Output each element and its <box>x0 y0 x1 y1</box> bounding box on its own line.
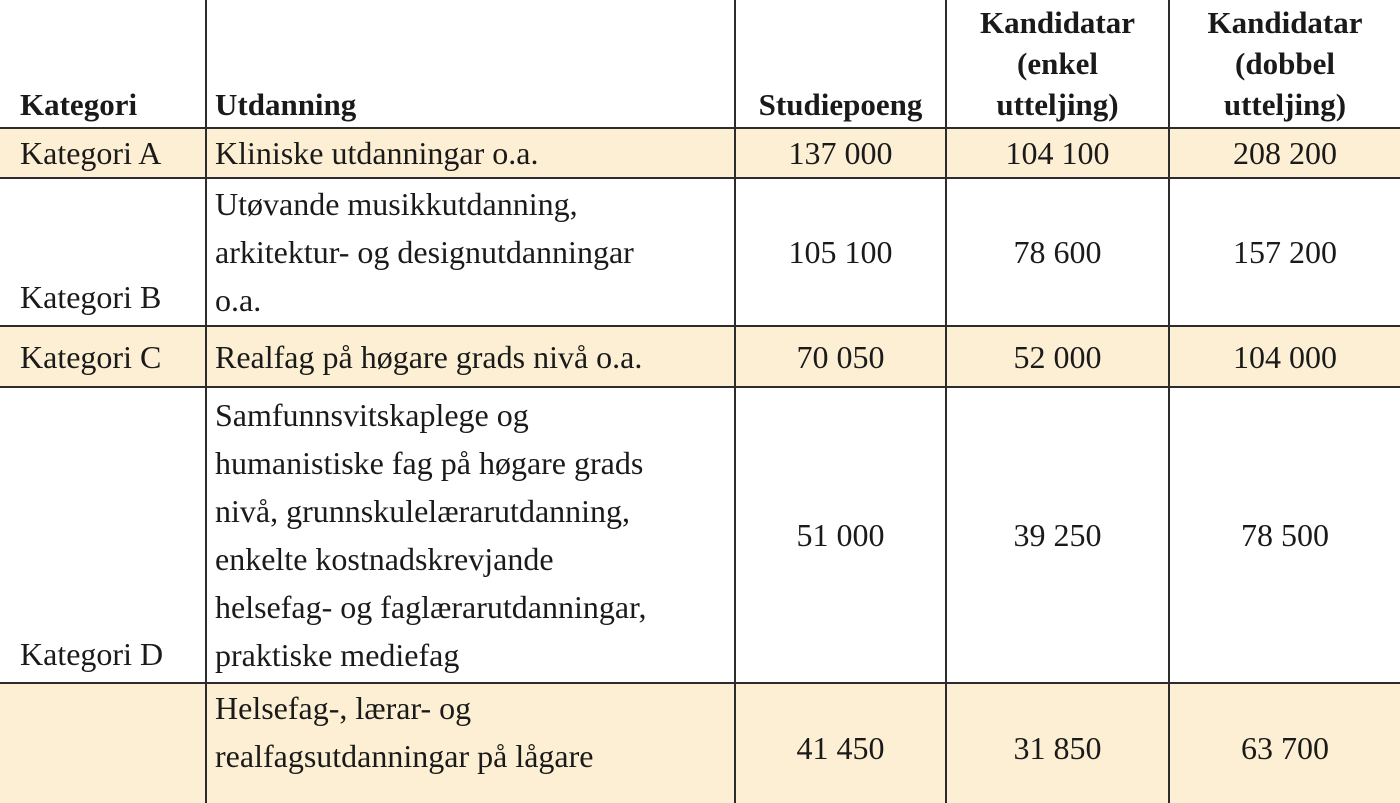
header-kandidatar-dobbel-line-1: Kandidatar <box>1207 5 1363 40</box>
utdanning-line: arkitektur- og designutdanningar <box>215 234 634 270</box>
utdanning-line: enkelte kostnadskrevjande <box>215 541 554 577</box>
header-kandidatar-dobbel-line-2: (dobbel <box>1235 46 1335 81</box>
utdanning-cell <box>206 387 735 683</box>
studiepoeng-cell: 51 000 <box>735 387 946 683</box>
kategori-cell: Kategori B <box>0 178 206 326</box>
utdanning-cell <box>206 683 735 803</box>
kandidatar-dobbel-cell: 157 200 <box>1169 178 1400 326</box>
table-row-kategori-c <box>0 326 1400 387</box>
header-kandidatar-dobbel <box>1169 0 1400 128</box>
kandidatar-enkel-cell: 52 000 <box>946 326 1169 387</box>
kandidatar-enkel-cell: 78 600 <box>946 178 1169 326</box>
table-row-kategori-b <box>0 178 1400 326</box>
header-kandidatar-enkel-line-1: Kandidatar <box>979 5 1136 40</box>
header-kandidatar-enkel <box>946 0 1169 128</box>
table-row-kategori-d <box>0 387 1400 683</box>
header-kandidatar-enkel-line-2: (enkel <box>1017 46 1098 81</box>
utdanning-line: humanistiske fag på høgare grads <box>215 445 644 481</box>
table-row-kategori-a <box>0 128 1400 178</box>
utdanning-line: helsefag- og faglærarutdanningar, <box>215 589 647 625</box>
utdanning-cell <box>206 326 735 387</box>
header-kandidatar-enkel-line-3: utteljing) <box>996 87 1119 122</box>
kategori-cell: Kategori D <box>0 387 206 683</box>
kategori-cell: Kategori A <box>0 128 206 178</box>
utdanning-line: Kliniske utdanningar o.a. <box>215 135 539 171</box>
studiepoeng-cell: 70 050 <box>735 326 946 387</box>
utdanning-line: Samfunnsvitskaplege og <box>215 397 529 433</box>
utdanning-cell <box>206 178 735 326</box>
header-row <box>0 0 1400 128</box>
utdanning-cell <box>206 128 735 178</box>
table-row-kategori-e <box>0 683 1400 803</box>
kandidatar-dobbel-cell: 78 500 <box>1169 387 1400 683</box>
kandidatar-enkel-cell: 39 250 <box>946 387 1169 683</box>
utdanning-line: Realfag på høgare grads nivå o.a. <box>215 338 643 375</box>
kategori-cell: Kategori C <box>0 326 206 387</box>
kandidatar-dobbel-cell: 208 200 <box>1169 128 1400 178</box>
header-kategori: Kategori <box>0 0 206 128</box>
kandidatar-enkel-cell: 104 100 <box>946 128 1169 178</box>
studiepoeng-cell: 105 100 <box>735 178 946 326</box>
utdanning-line: praktiske mediefag <box>215 637 460 673</box>
studiepoeng-cell: 137 000 <box>735 128 946 178</box>
utdanning-line: Helsefag-, lærar- og <box>215 690 472 726</box>
kategori-cell <box>0 683 206 803</box>
utdanning-line: Utøvande musikkutdanning, <box>215 186 578 222</box>
header-studiepoeng: Studiepoeng <box>735 0 946 128</box>
header-kandidatar-dobbel-line-3: utteljing) <box>1223 87 1347 122</box>
header-utdanning: Utdanning <box>206 0 735 128</box>
utdanning-line: realfagsutdanningar på lågare <box>215 738 594 774</box>
studiepoeng-cell: 41 450 <box>735 683 946 803</box>
kandidatar-dobbel-cell: 104 000 <box>1169 326 1400 387</box>
kandidatar-enkel-cell: 31 850 <box>946 683 1169 803</box>
utdanning-line: nivå, grunnskulelærarutdanning, <box>215 493 631 529</box>
kandidatar-dobbel-cell: 63 700 <box>1169 683 1400 803</box>
utdanning-line: o.a. <box>215 282 262 318</box>
